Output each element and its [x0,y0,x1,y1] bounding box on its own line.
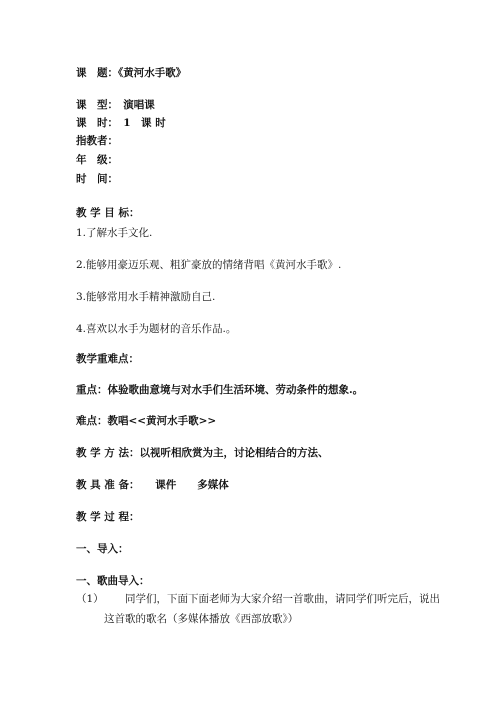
teaching-tools: 教 具 准 备： 课件 多媒体 [76,479,229,491]
goals-heading: 教 学 目 标： [76,207,140,219]
lesson-teacher: 指教者： [76,135,118,147]
teaching-process-heading: 教 学 过 程： [76,511,140,523]
step-text-line2: 这首歌的歌名（多媒体播放《西部放歌》） [104,613,299,625]
step-text-line1: 同学们，下面下面老师为大家介绍一首歌曲，请同学们听完后，说出 [104,593,440,605]
section-song-intro-heading: 一、歌曲导入： [76,575,150,587]
lesson-type: 课 型： 演唱课 [76,99,155,111]
lesson-grade: 年 级： [76,154,118,166]
focus-key-point: 重点：体验歌曲意境与对水手们生活环境、劳动条件的想象.。 [76,384,364,396]
lesson-hours: 课 时： 1 课 时 [76,117,166,129]
step-number: （1） [76,593,104,605]
focus-difficult-point: 难点：教唱<<黄河水手歌>> [76,415,217,427]
goal-item: 1.了解水手文化. [76,227,153,239]
lesson-time: 时 间： [76,173,118,185]
goal-item: 4.喜欢以水手为题材的音乐作品.。 [76,323,237,335]
teaching-method: 教 学 方 法：以视听相欣赏为主，讨论相结合的方法、 [76,447,329,459]
lesson-topic: 课 题：《黄河水手歌》 [76,67,187,79]
focus-heading: 教学重难点： [76,353,139,365]
goal-item: 2.能够用豪迈乐观、粗犷豪放的情绪背唱《黄河水手歌》. [76,259,342,271]
goal-item: 3.能够常用水手精神激励自己. [76,291,216,303]
section-intro-heading: 一、导入： [76,543,129,555]
